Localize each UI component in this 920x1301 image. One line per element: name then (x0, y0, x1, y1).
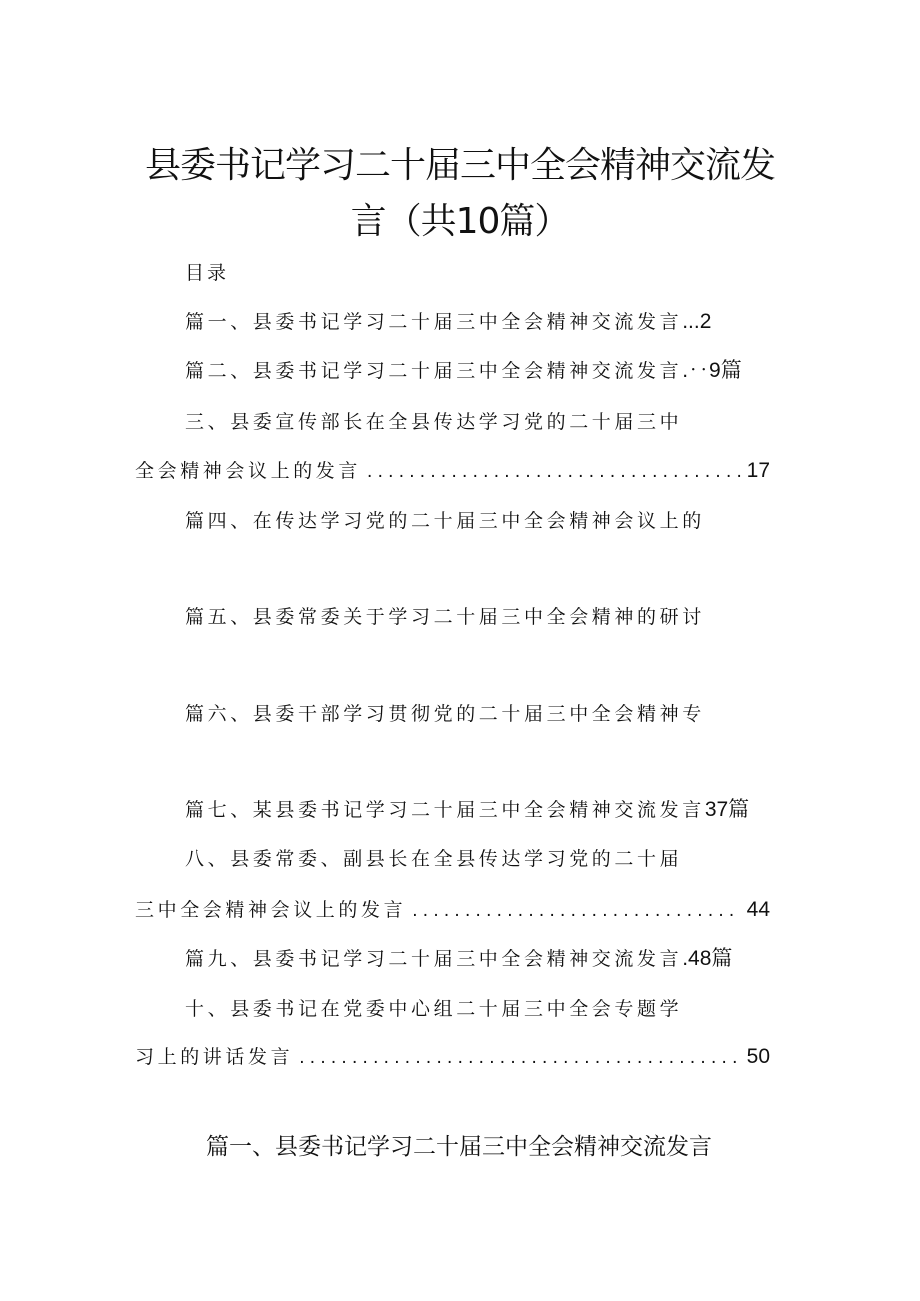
dot-leader (412, 897, 740, 925)
toc-entry-8[interactable]: 八、县委常委、副县长在全县传达学习党的二十届 (185, 848, 683, 870)
dot-leader (367, 458, 741, 486)
toc-entry-3-continued[interactable]: 全会精神会议上的发言 . . . 17 (135, 457, 770, 486)
toc-entry-7[interactable]: 篇七、某县委书记学习二十届三中全会精神交流发言37篇 (185, 798, 750, 821)
title-line-2: 言（共10篇） (350, 201, 570, 242)
toc-entry-1[interactable]: 篇一、县委书记学习二十届三中全会精神交流发言...2 (185, 310, 712, 333)
title-line-1: 县委书记学习二十届三中全会精神交流发 (144, 145, 775, 186)
toc-entry-4[interactable]: 篇四、在传达学习党的二十届三中全会精神会议上的 (185, 510, 705, 532)
document-title (140, 138, 780, 250)
toc-entry-10-continued[interactable]: 习上的讲话发言 . . . 50 (135, 1043, 770, 1072)
dot-leader (299, 1044, 740, 1072)
toc-label: 目录 (185, 262, 230, 284)
toc-entry-2[interactable]: 篇二、县委书记学习二十届三中全会精神交流发言.‥9篇 (185, 359, 742, 382)
toc-entry-10[interactable]: 十、县委书记在党委中心组二十届三中全会专题学 (185, 998, 683, 1020)
toc-entry-3[interactable]: 三、县委宣传部长在全县传达学习党的二十届三中 (185, 411, 683, 433)
toc-entry-8-continued[interactable]: 三中全会精神会议上的发言 . . . 44 (135, 896, 770, 925)
toc-entry-6[interactable]: 篇六、县委干部学习贯彻党的二十届三中全会精神专 (185, 703, 705, 725)
section-heading: 篇一、县委书记学习二十届三中全会精神交流发言 (206, 1134, 712, 1160)
toc-entry-9[interactable]: 篇九、县委书记学习二十届三中全会精神交流发言.48篇 (185, 947, 733, 970)
toc-entry-5[interactable]: 篇五、县委常委关于学习二十届三中全会精神的研讨 (185, 606, 705, 628)
